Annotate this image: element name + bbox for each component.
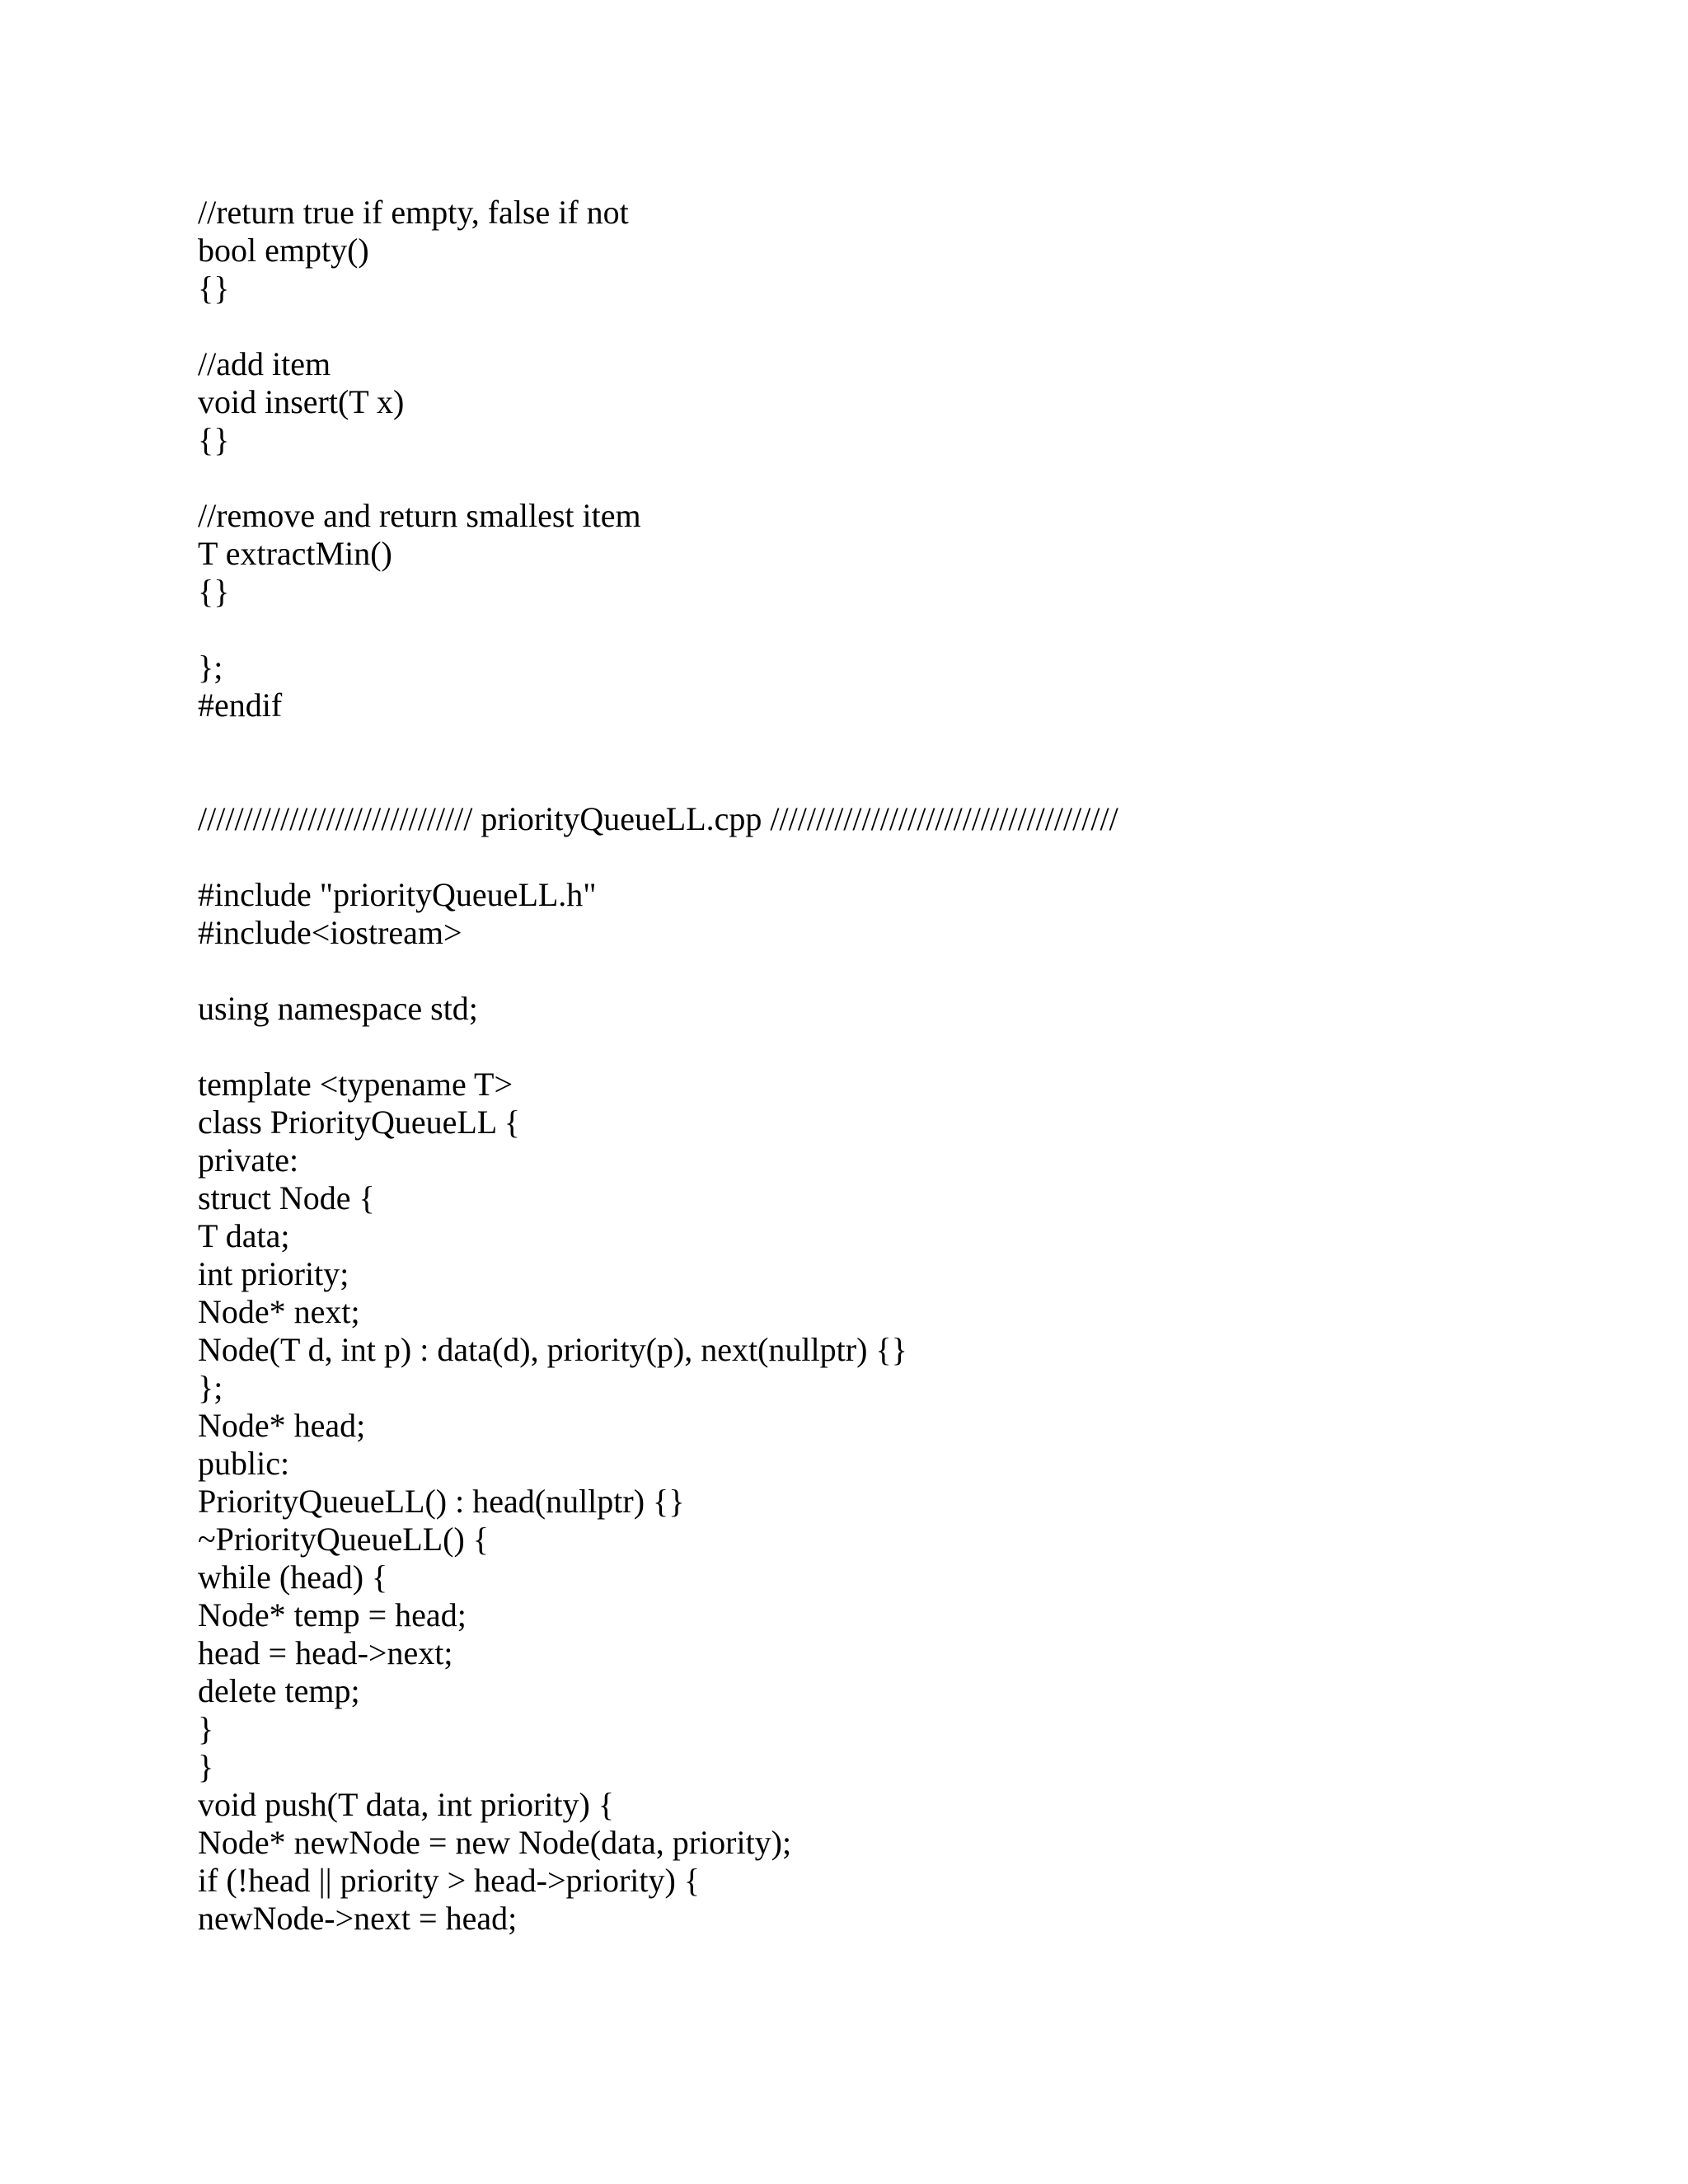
code-line: T data;	[198, 1217, 290, 1254]
code-line	[198, 952, 1599, 990]
code-line: using namespace std;	[198, 990, 478, 1027]
code-line: //return true if empty, false if not	[198, 194, 629, 231]
code-line: T extractMin()	[198, 535, 392, 572]
code-line: };	[198, 1369, 223, 1406]
code-line: newNode->next = head;	[198, 1900, 518, 1937]
code-line: Node* newNode = new Node(data, priority);	[198, 1824, 792, 1861]
code-line: };	[198, 649, 223, 686]
code-line: class PriorityQueueLL {	[198, 1104, 520, 1141]
code-line	[198, 459, 1599, 497]
code-line: head = head->next;	[198, 1634, 453, 1671]
code-line: }	[198, 1710, 214, 1747]
code-line: bool empty()	[198, 232, 369, 269]
code-line: if (!head || priority > head->priority) {	[198, 1862, 701, 1899]
code-line: #include "priorityQueueLL.h"	[198, 876, 597, 913]
code-line: ~PriorityQueueLL() {	[198, 1521, 489, 1558]
code-line: {}	[198, 573, 230, 610]
code-line: {}	[198, 269, 230, 307]
code-line: PriorityQueueLL() : head(nullptr) {}	[198, 1483, 685, 1520]
code-line: void insert(T x)	[198, 383, 405, 420]
code-line: #endif	[198, 687, 283, 724]
code-line: ////////////////////////////// priorityQueueLL.cpp //////////////////////////////////////	[198, 800, 1118, 837]
code-line: delete temp;	[198, 1672, 360, 1709]
code-line: Node(T d, int p) : data(d), priority(p), next(nullptr) {}	[198, 1331, 907, 1368]
code-line: #include<iostream>	[198, 914, 462, 951]
code-line: private:	[198, 1141, 299, 1179]
code-line	[198, 838, 1599, 876]
code-line: //add item	[198, 345, 331, 382]
code-line	[198, 611, 1599, 649]
code-line: //remove and return smallest item	[198, 497, 641, 534]
code-line: Node* head;	[198, 1407, 366, 1444]
code-line: Node* temp = head;	[198, 1596, 467, 1633]
code-line: public:	[198, 1445, 290, 1482]
code-line	[198, 1028, 1599, 1066]
code-line	[198, 762, 1599, 800]
code-line: struct Node {	[198, 1179, 375, 1216]
code-line	[198, 724, 1599, 762]
code-line: {}	[198, 421, 230, 458]
code-text-block	[198, 194, 1599, 1938]
code-line: while (head) {	[198, 1558, 388, 1596]
code-line: template <typename T>	[198, 1066, 513, 1103]
code-line: int priority;	[198, 1255, 349, 1292]
code-line: void push(T data, int priority) {	[198, 1786, 615, 1823]
code-line	[198, 307, 1599, 345]
code-line: }	[198, 1748, 214, 1785]
code-line: Node* next;	[198, 1293, 360, 1330]
